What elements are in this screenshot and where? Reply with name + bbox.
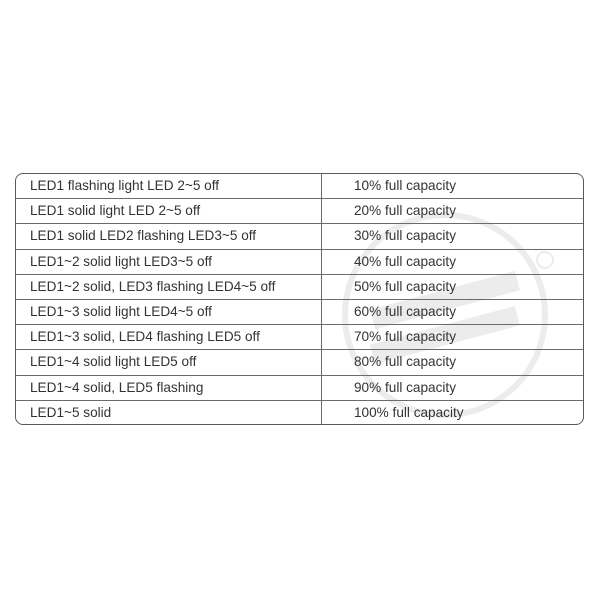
table-row — [16, 350, 583, 375]
table-row — [16, 376, 583, 401]
table-row — [16, 250, 583, 275]
table-row — [16, 275, 583, 300]
led-status-cell: LED1~3 solid light LED4~5 off — [16, 300, 322, 324]
capacity-cell: 80% full capacity — [354, 354, 457, 370]
led-status-cell: LED1 solid LED2 flashing LED3~5 off — [16, 224, 322, 248]
led-status-cell: LED1 flashing light LED 2~5 off — [16, 174, 322, 198]
led-status-cell: LED1~2 solid light LED3~5 off — [16, 250, 322, 274]
table-row — [16, 199, 583, 224]
led-status-cell: LED1~5 solid — [16, 401, 322, 425]
led-status-cell: LED1~3 solid, LED4 flashing LED5 off — [16, 325, 322, 349]
led-status-cell: LED1 solid light LED 2~5 off — [16, 199, 322, 223]
table-row — [16, 325, 583, 350]
table-row — [16, 401, 583, 425]
capacity-cell: 20% full capacity — [354, 203, 457, 219]
capacity-cell: 50% full capacity — [354, 278, 457, 294]
capacity-cell: 40% full capacity — [354, 253, 457, 269]
led-capacity-table — [15, 173, 584, 425]
capacity-cell: 60% full capacity — [354, 303, 457, 319]
capacity-cell: 90% full capacity — [354, 379, 457, 395]
led-status-cell: LED1~2 solid, LED3 flashing LED4~5 off — [16, 275, 322, 299]
capacity-cell: 100% full capacity — [354, 404, 464, 420]
table-row — [16, 224, 583, 249]
capacity-cell: 70% full capacity — [354, 329, 457, 345]
capacity-cell: 30% full capacity — [354, 228, 457, 244]
led-status-cell: LED1~4 solid light LED5 off — [16, 350, 322, 374]
led-status-cell: LED1~4 solid, LED5 flashing — [16, 376, 322, 400]
table-row — [16, 174, 583, 199]
capacity-cell: 10% full capacity — [354, 178, 457, 193]
table-row — [16, 300, 583, 325]
